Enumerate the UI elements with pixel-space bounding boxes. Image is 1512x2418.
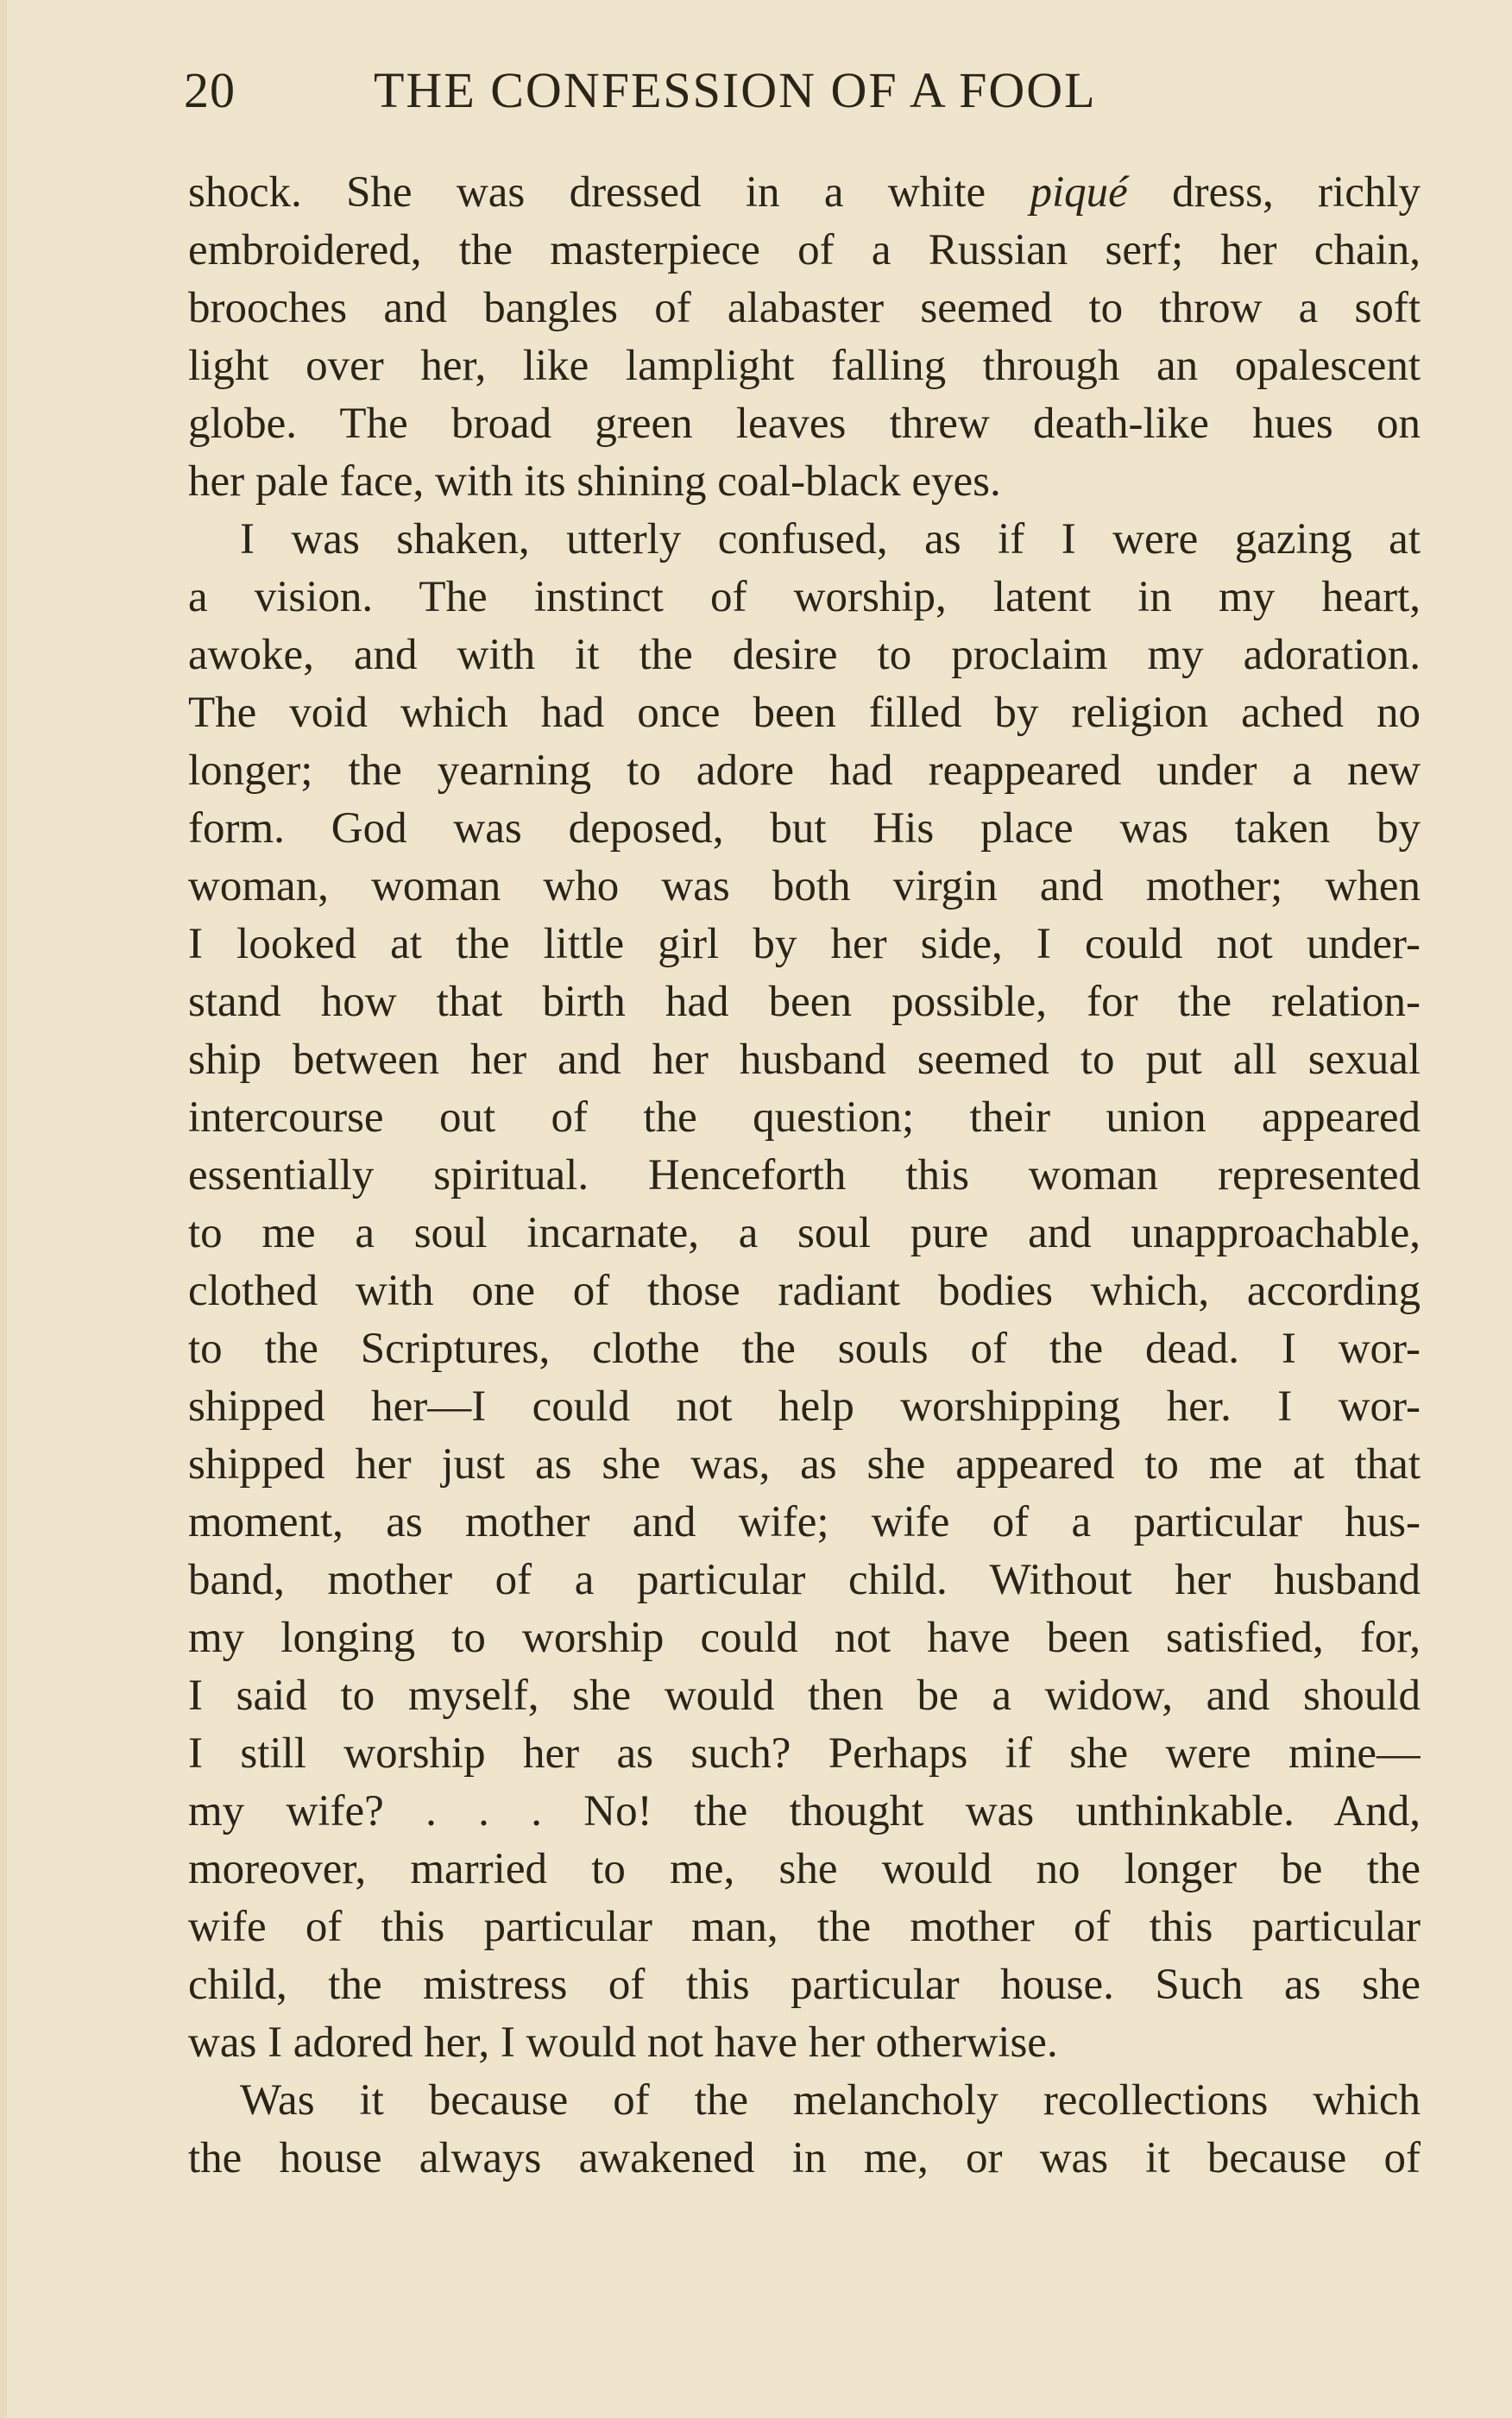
text-line: wife of this particular man, the mother of this particular — [188, 1903, 1421, 1951]
text-line: The void which had once been filled by religion ached no — [188, 689, 1421, 737]
page-edge — [0, 0, 7, 2418]
text-line: a vision. The instinct of worship, latent in my heart, — [188, 573, 1421, 621]
text-line: my wife? . . . No! the thought was unthinkable. And, — [188, 1787, 1421, 1836]
body-text — [188, 164, 1421, 2188]
text-line: I still worship her as such? Perhaps if she were mine— — [188, 1729, 1421, 1778]
text-line: stand how that birth had been possible, for the relation- — [188, 978, 1421, 1026]
text-line: moment, as mother and wife; wife of a particular hus- — [188, 1498, 1421, 1546]
italic-word: piqué — [1030, 168, 1128, 217]
text-line: band, mother of a particular child. Without her husband — [188, 1556, 1421, 1604]
text-line: I looked at the little girl by her side, I could not under- — [188, 920, 1421, 968]
text-line: Was it because of the melancholy recollections which — [240, 2076, 1421, 2125]
text-line: I was shaken, utterly confused, as if I were gazing at — [240, 515, 1421, 564]
text-line: child, the mistress of this particular house. Such as she — [188, 1961, 1421, 2009]
text-line: longer; the yearning to adore had reappeared under a new — [188, 746, 1421, 795]
text-line: woman, woman who was both virgin and mother; when — [188, 862, 1421, 910]
text-line: I said to myself, she would then be a widow, and should — [188, 1672, 1421, 1720]
text-line: to me a soul incarnate, a soul pure and unapproachable, — [188, 1209, 1421, 1257]
text-line: awoke, and with it the desire to proclaim my adoration. — [188, 631, 1421, 679]
text-line: globe. The broad green leaves threw death-like hues on — [188, 400, 1421, 448]
text-line: light over her, like lamplight falling through an opalescent — [188, 342, 1421, 390]
text-line: intercourse out of the question; their union appeared — [188, 1093, 1421, 1142]
text-line: her pale face, with its shining coal-black eyes. — [188, 457, 1001, 506]
text-line: brooches and bangles of alabaster seemed to throw a soft — [188, 284, 1421, 332]
running-head — [184, 60, 1418, 121]
text-line: shipped her just as she was, as she appeared to me at that — [188, 1440, 1421, 1489]
text-line: embroidered, the masterpiece of a Russian serf; her chain, — [188, 226, 1421, 274]
text-line: clothed with one of those radiant bodies which, according — [188, 1267, 1421, 1315]
text-line: ship between her and her husband seemed to put all sexual — [188, 1036, 1421, 1084]
text-line: shipped her—I could not help worshipping her. I wor- — [188, 1382, 1421, 1431]
text-line: to the Scriptures, clothe the souls of the dead. I wor- — [188, 1325, 1421, 1373]
text-line: moreover, married to me, she would no longer be the — [188, 1845, 1421, 1893]
text-line: was I adored her, I would not have her otherwise. — [188, 2018, 1058, 2067]
text-line: form. God was deposed, but His place was taken by — [188, 804, 1421, 853]
text-line: the house always awakened in me, or was it because of — [188, 2134, 1421, 2182]
page-number: 20 — [184, 62, 236, 118]
text-line: my longing to worship could not have been satisfied, for, — [188, 1614, 1421, 1662]
text-line: shock. She was dressed in a white piqué dress, richly — [188, 168, 1421, 217]
book-title: THE CONFESSION OF A FOOL — [374, 62, 1097, 118]
text-line: essentially spiritual. Henceforth this woman represented — [188, 1151, 1421, 1200]
